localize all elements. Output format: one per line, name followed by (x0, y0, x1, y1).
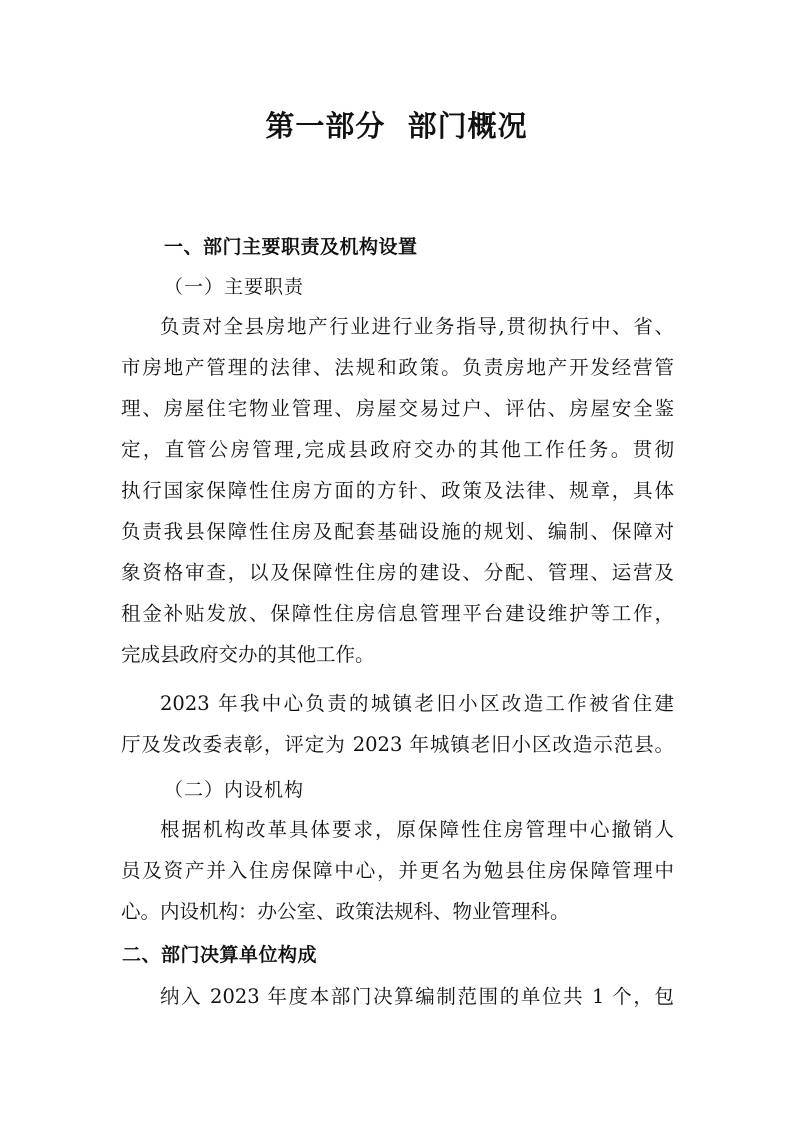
paragraph-line: 定，直管公房管理,完成县政府交办的其他工作任务。贯彻 (121, 438, 674, 461)
paragraph-line: 厅及发改委表彰，评定为 2023 年城镇老旧小区改造示范县。 (121, 733, 674, 756)
paragraph-line: 完成县政府交办的其他工作。 (121, 643, 375, 666)
page-title: 第一部分 部门概况 (265, 109, 528, 143)
section-heading-2: 二、部门决算单位构成 (122, 944, 318, 966)
paragraph-line: 纳入 2023 年度本部门决算编制范围的单位共 1 个，包 (160, 985, 674, 1008)
subsection-heading-duties: （一）主要职责 (164, 276, 305, 298)
paragraph-line: 理、房屋住宅物业管理、房屋交易过户、评估、房屋安全鉴 (121, 397, 674, 420)
paragraph-line: 根据机构改革具体要求，原保障性住房管理中心撤销人 (160, 818, 674, 841)
paragraph-line: 负责我县保障性住房及配套基础设施的规划、编制、保障对 (121, 520, 674, 543)
paragraph-line: 负责对全县房地产行业进行业务指导,贯彻执行中、省、 (160, 315, 674, 338)
paragraph-line: 心。内设机构：办公室、政策法规科、物业管理科。 (121, 900, 570, 923)
paragraph-line: 执行国家保障性住房方面的方针、政策及法律、规章，具体 (121, 479, 674, 502)
subsection-heading-structure: （二）内设机构 (164, 779, 305, 801)
paragraph-line: 象资格审查，以及保障性住房的建设、分配、管理、运营及 (121, 561, 674, 584)
paragraph-line: 2023 年我中心负责的城镇老旧小区改造工作被省住建 (160, 692, 674, 715)
paragraph-line: 租金补贴发放、保障性住房信息管理平台建设维护等工作， (121, 602, 674, 625)
section-heading-1: 一、部门主要职责及机构设置 (164, 236, 418, 258)
paragraph-line: 员及资产并入住房保障中心，并更名为勉县住房保障管理中 (121, 859, 674, 882)
paragraph-line: 市房地产管理的法律、法规和政策。负责房地产开发经营管 (121, 356, 674, 379)
